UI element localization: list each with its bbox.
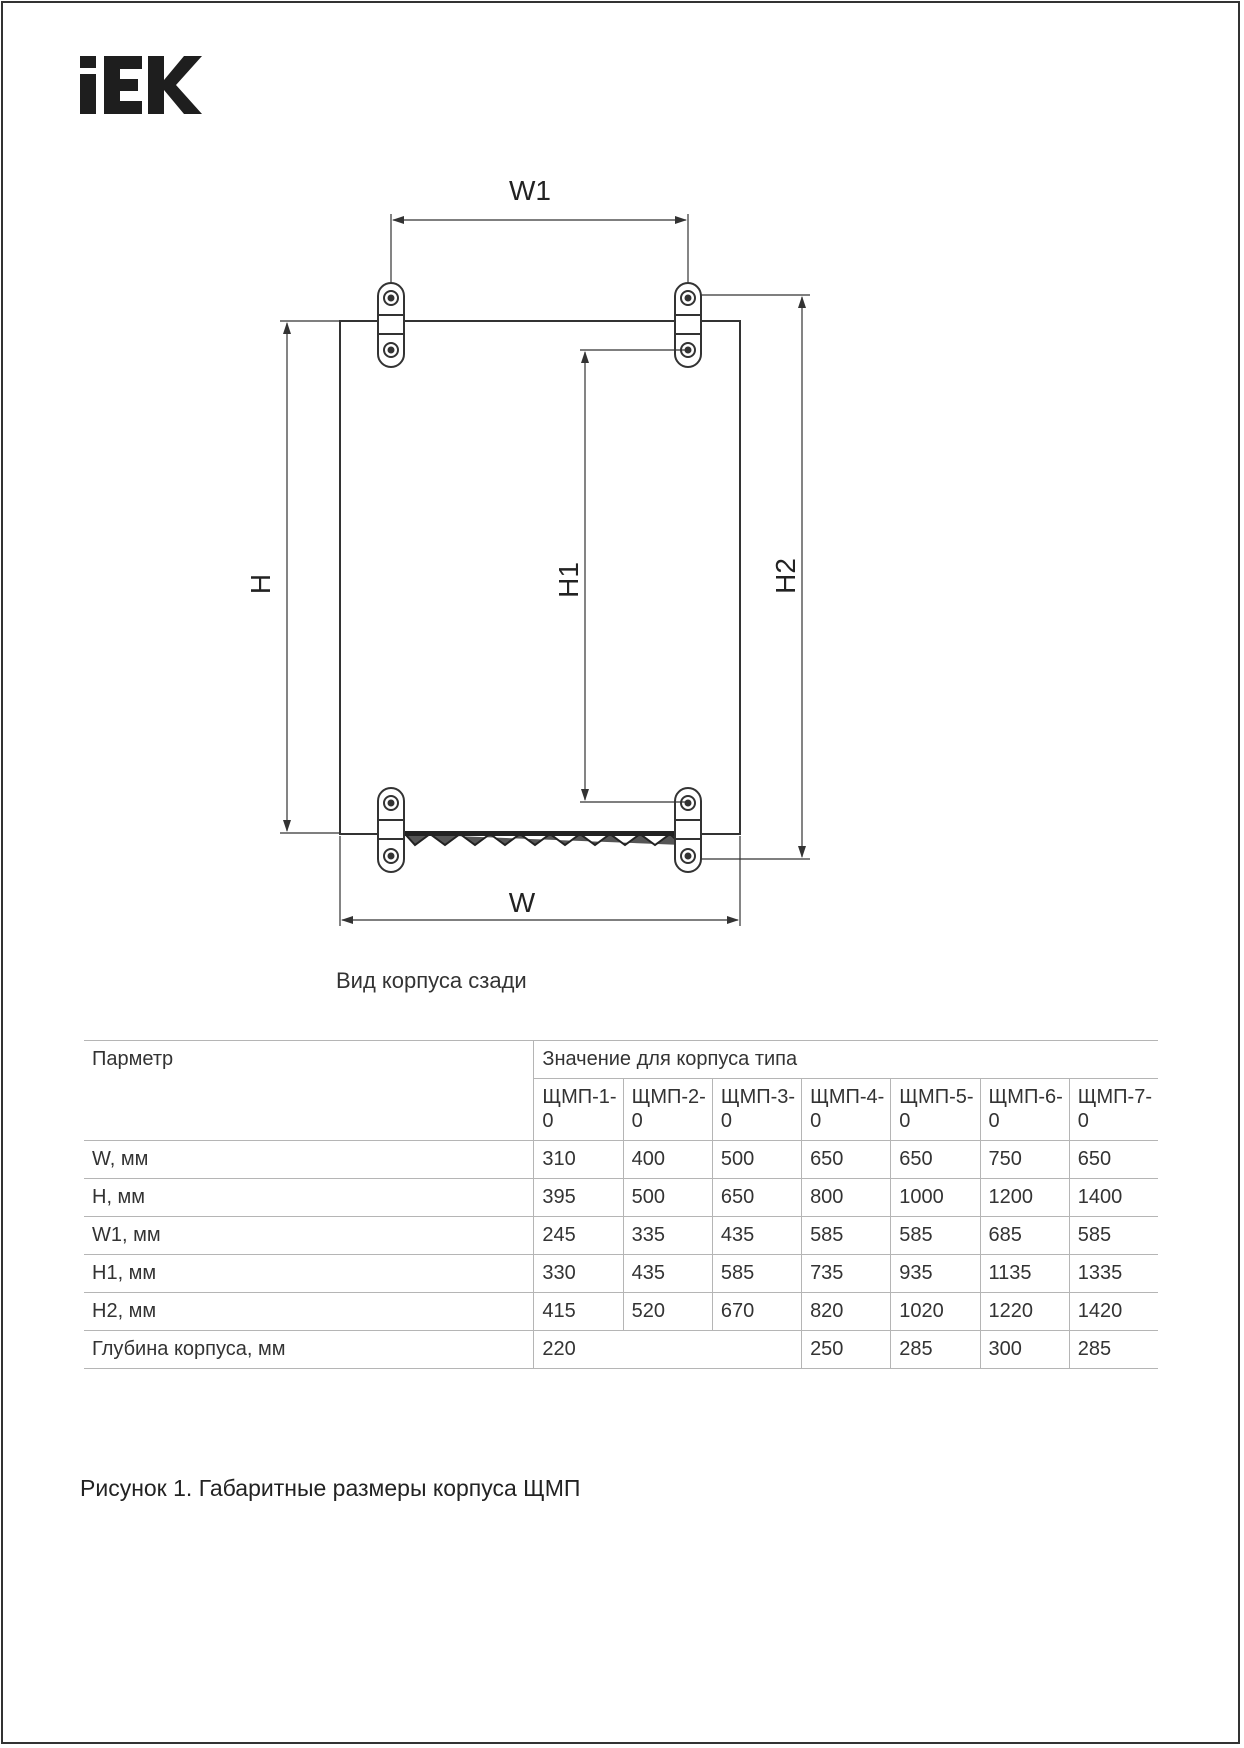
- value-cell: 935: [891, 1255, 980, 1293]
- table-header-row: [84, 1041, 1158, 1079]
- value-cell: 650: [802, 1141, 891, 1179]
- type-cell: ЩМП-7-0: [1069, 1079, 1158, 1141]
- value-cell: 435: [712, 1217, 801, 1255]
- value-cell: 415: [534, 1293, 623, 1331]
- value-cell: 395: [534, 1179, 623, 1217]
- value-cell: 585: [802, 1217, 891, 1255]
- dimensions-table: [84, 1040, 1158, 1369]
- value-cell: 500: [623, 1179, 712, 1217]
- value-cell: 650: [712, 1179, 801, 1217]
- bracket-bottom-left: [378, 788, 404, 872]
- value-cell: 1400: [1069, 1179, 1158, 1217]
- value-cell: 300: [980, 1331, 1069, 1369]
- table-row: [84, 1293, 1158, 1331]
- row-name: Глубина корпуса, мм: [84, 1331, 534, 1369]
- label-w: W: [508, 887, 536, 918]
- value-cell: 650: [891, 1141, 980, 1179]
- row-name: H2, мм: [84, 1293, 534, 1331]
- value-cell: 685: [980, 1217, 1069, 1255]
- type-cell: ЩМП-2-0: [623, 1079, 712, 1141]
- value-cell: 650: [1069, 1141, 1158, 1179]
- row-name: H, мм: [84, 1179, 534, 1217]
- value-cell: 1135: [980, 1255, 1069, 1293]
- value-cell: 1220: [980, 1293, 1069, 1331]
- value-cell: 435: [623, 1255, 712, 1293]
- table-row: [84, 1331, 1158, 1369]
- value-cell: 400: [623, 1141, 712, 1179]
- value-cell: 250: [802, 1331, 891, 1369]
- row-name: W1, мм: [84, 1217, 534, 1255]
- value-cell: 1200: [980, 1179, 1069, 1217]
- param-header: Парметр: [84, 1041, 534, 1141]
- label-h2: H2: [770, 558, 801, 594]
- bracket-top-left: [378, 283, 404, 367]
- value-header: Значение для корпуса типа: [534, 1041, 1158, 1079]
- value-cell: 1420: [1069, 1293, 1158, 1331]
- value-cell: 245: [534, 1217, 623, 1255]
- value-cell: 310: [534, 1141, 623, 1179]
- value-cell: 1335: [1069, 1255, 1158, 1293]
- type-cell: ЩМП-5-0: [891, 1079, 980, 1141]
- table-row: [84, 1141, 1158, 1179]
- row-name: H1, мм: [84, 1255, 534, 1293]
- type-cell: ЩМП-6-0: [980, 1079, 1069, 1141]
- label-h: H: [245, 573, 276, 595]
- view-caption: Вид корпуса сзади: [336, 968, 527, 993]
- label-w1: W1: [509, 175, 551, 206]
- table-row: [84, 1179, 1158, 1217]
- value-cell: 585: [891, 1217, 980, 1255]
- type-cell: ЩМП-1-0: [534, 1079, 623, 1141]
- value-cell: 800: [802, 1179, 891, 1217]
- value-cell: 335: [623, 1217, 712, 1255]
- figure-caption: Рисунок 1. Габаритные размеры корпуса ЩМП: [80, 1475, 581, 1501]
- value-cell: 585: [1069, 1217, 1158, 1255]
- value-cell: 500: [712, 1141, 801, 1179]
- row-name: W, мм: [84, 1141, 534, 1179]
- value-cell: 1000: [891, 1179, 980, 1217]
- value-cell: 330: [534, 1255, 623, 1293]
- value-cell: 520: [623, 1293, 712, 1331]
- value-cell: 750: [980, 1141, 1069, 1179]
- enclosure-body: [340, 321, 740, 834]
- type-cell: ЩМП-3-0: [712, 1079, 801, 1141]
- value-cell: 820: [802, 1293, 891, 1331]
- bracket-bottom-right: [675, 788, 701, 872]
- type-cell: ЩМП-4-0: [802, 1079, 891, 1141]
- value-cell: 285: [1069, 1331, 1158, 1369]
- value-cell: 670: [712, 1293, 801, 1331]
- table-row: [84, 1255, 1158, 1293]
- label-h1: H1: [553, 562, 584, 598]
- bracket-top-right: [675, 283, 701, 367]
- table-row: [84, 1217, 1158, 1255]
- value-cell: 1020: [891, 1293, 980, 1331]
- value-cell: 285: [891, 1331, 980, 1369]
- value-cell: 585: [712, 1255, 801, 1293]
- value-cell: 735: [802, 1255, 891, 1293]
- value-cell: 220: [534, 1331, 802, 1369]
